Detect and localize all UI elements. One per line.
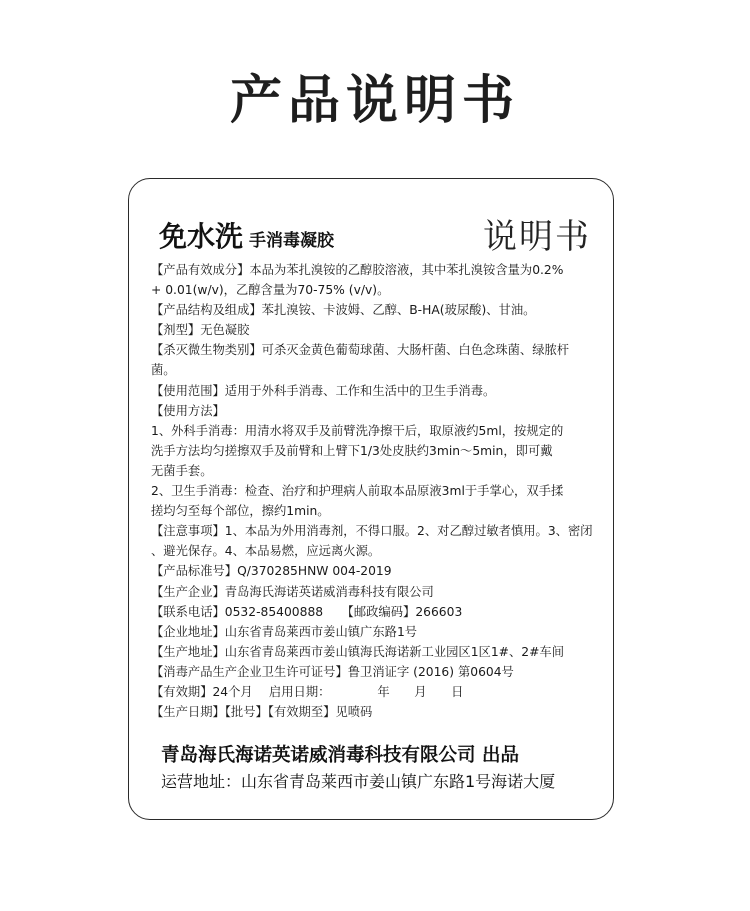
text-line: 搓均匀至每个部位，擦约1min。 [151, 504, 330, 519]
text-line: 【生产企业】青岛海氏海诺英诺威消毒科技有限公司 [151, 584, 434, 599]
text-line: 【产品结构及组成】苯扎溴铵、卡波姆、乙醇、B-HA(玻尿酸)、甘油。 [151, 303, 536, 318]
brand-name: 免水洗 [159, 220, 244, 253]
text-line: 【产品有效成分】本品为苯扎溴铵的乙醇胶溶液，其中苯扎溴铵含量为0.2% [151, 263, 564, 277]
text-line: 【生产日期】【批号】【有效期至】见喷码 [151, 705, 373, 720]
text-line: 1、外科手消毒：用清水将双手及前臂洗净擦干后，取原液约5ml，按规定的 [151, 423, 564, 438]
brand-subtitle: 手消毒凝胶 [249, 231, 335, 251]
text-line: 2、卫生手消毒：检查、治疗和护理病人前取本品原液3ml于手掌心，双手揉 [151, 484, 564, 499]
text-line: 【企业地址】山东省青岛莱西市姜山镇广东路1号 [151, 624, 418, 639]
text-line: + 0.01(w/v)，乙醇含量为70-75% (v/v)。 [151, 283, 390, 298]
page-title: 产品说明书 [229, 71, 520, 131]
text-line: 无菌手套。 [151, 463, 213, 478]
manufacturer-line: 青岛海氏海诺英诺威消毒科技有限公司 出品 [161, 745, 519, 766]
text-line: 菌。 [151, 363, 176, 378]
text-line: 【联系电话】0532-85400888 【邮政编码】266603 [151, 604, 463, 619]
text-line: 【产品标准号】Q/370285HNW 004-2019 [151, 564, 392, 579]
text-line: 【消毒产品生产企业卫生许可证号】鲁卫消证字 (2016) 第0604号 [151, 664, 514, 679]
text-line: 【注意事项】1、本品为外用消毒剂，不得口服。2、对乙醇过敏者慎用。3、密闭 [151, 524, 593, 539]
instruction-label-card [128, 178, 614, 820]
text-line: 【有效期】24个月 启用日期： 年 月 日 [151, 684, 464, 699]
text-line: 洗手方法均匀搓擦双手及前臂和上臂下1/3处皮肤约3min～5min，即可戴 [151, 443, 553, 458]
text-line: 【剂型】无色凝胶 [151, 323, 250, 338]
operating-address: 运营地址：山东省青岛莱西市姜山镇广东路1号海诺大厦 [161, 772, 556, 791]
text-line: 、避光保存。4、本品易燃，应远离火源。 [151, 544, 381, 559]
document-type-heading: 说明书 [483, 217, 591, 257]
brand-heading [159, 215, 334, 255]
text-line: 【杀灭微生物类别】可杀灭金黄色葡萄球菌、大肠杆菌、白色念珠菌、绿脓杆 [151, 343, 570, 358]
instruction-body [151, 260, 599, 722]
text-line: 【使用方法】 [151, 403, 225, 418]
text-line: 【生产地址】山东省青岛莱西市姜山镇海氏海诺新工业园区1区1#、2#车间 [151, 644, 564, 659]
text-line: 【使用范围】适用于外科手消毒、工作和生活中的卫生手消毒。 [151, 383, 496, 398]
